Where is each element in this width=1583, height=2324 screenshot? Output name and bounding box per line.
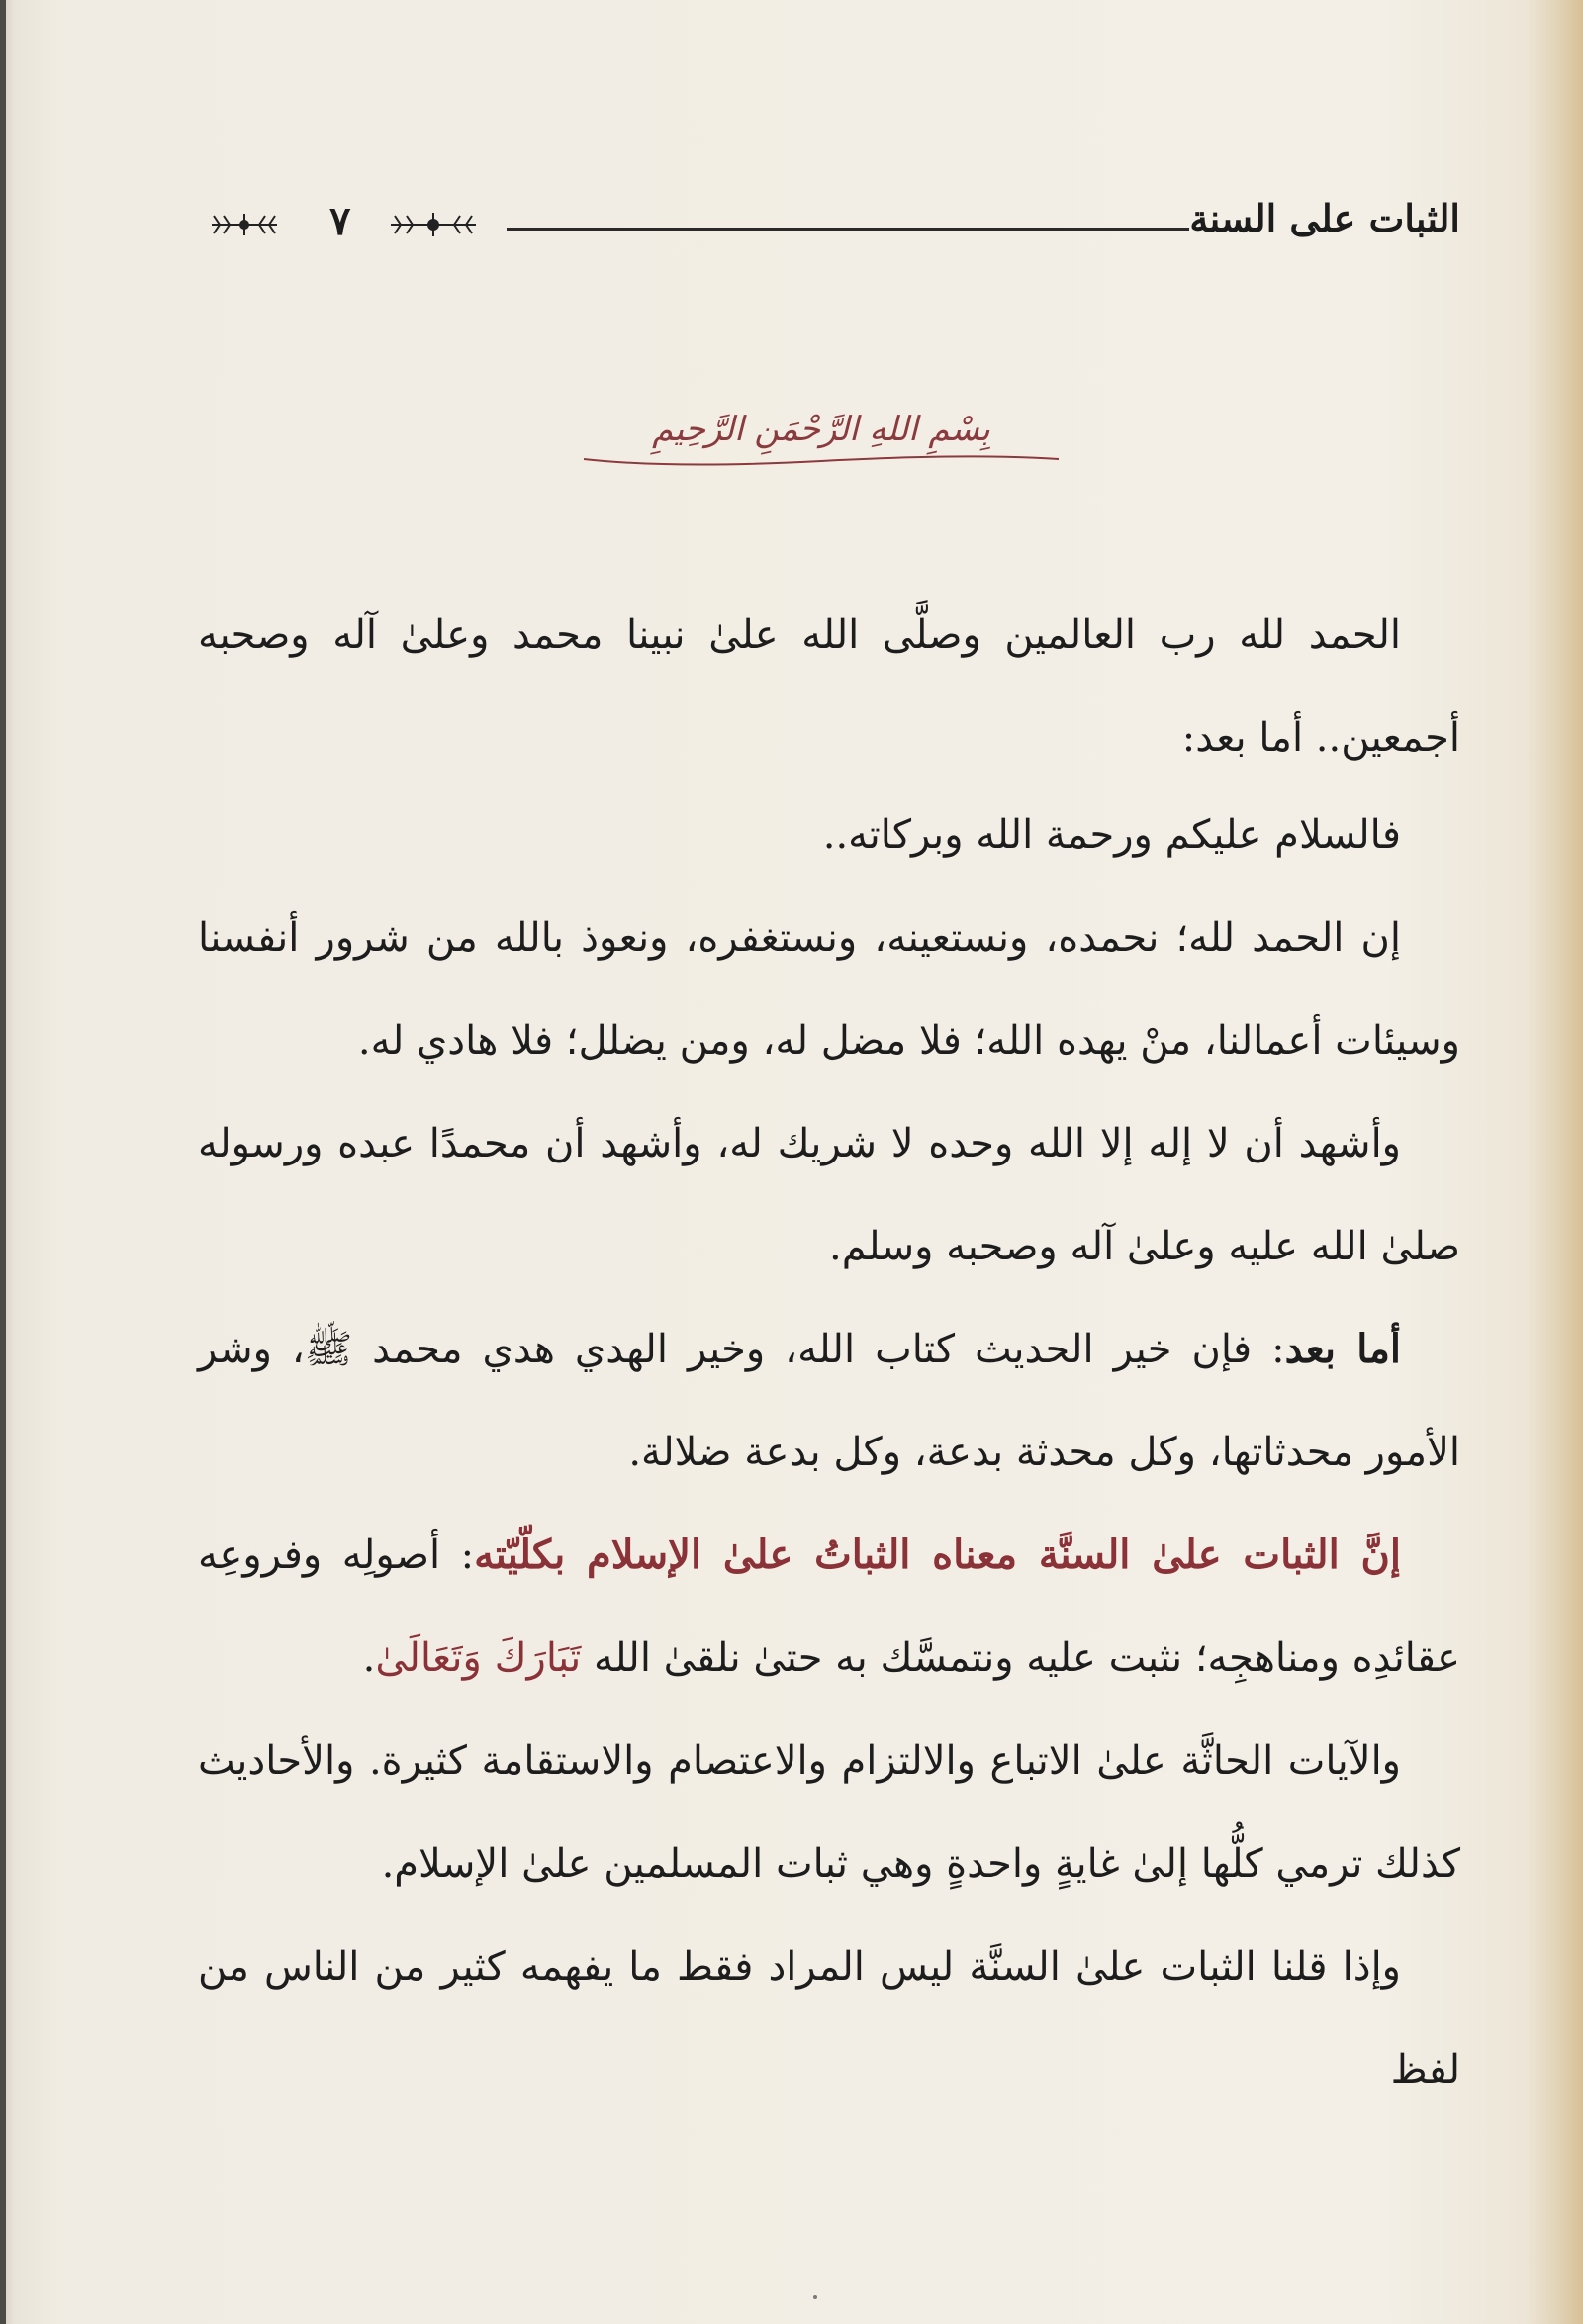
paragraph-hamd: إن الحمد لله؛ نحمده، ونستعينه، ونستغفره، ونعوذ بالله من شرور أنفسنا وسيئات أعمالنا، منْ يهده الله؛ فلا مضل له، ومن يضلل؛ فلا هادي له. — [198, 915, 1460, 1064]
thabat-definition-end: . — [362, 1635, 376, 1681]
running-title: الثبات على السنة — [1189, 196, 1460, 240]
paragraph-ayat: والآيات الحاثَّة علىٰ الاتباع والالتزام والاعتصام والاستقامة كثيرة. والأحاديث كذلك ترمي كلُّها إلىٰ غايةٍ واحدةٍ وهي ثبات المسلمين علىٰ الإسلام. — [198, 1738, 1460, 1887]
paragraph-amma-baad — [198, 1298, 1460, 1504]
amma-baad-label: أما بعد — [1284, 1326, 1401, 1372]
ornament-mid-icon — [389, 210, 478, 239]
print-speck — [813, 2295, 817, 2299]
header-rule — [507, 228, 1189, 231]
amma-baad-text: : فإن خير الحديث كتاب الله، وخير الهدي هدي محمد ﷺ، وشر الأمور محدثاتها، وكل محدثة بدعة، وكل بدعة ضلالة. — [198, 1327, 1460, 1475]
thabat-definition-text: : أصولِه وفروعِه عقائدِه ومناهجِه؛ نثبت عليه ونتمسَّك به حتىٰ نلقىٰ الله — [198, 1533, 1460, 1681]
tabarak-phrase: تَبَارَكَ وَتَعَالَىٰ — [375, 1635, 582, 1681]
body-text — [198, 584, 1460, 2121]
paragraph-idha-qulna: وإذا قلنا الثبات علىٰ السنَّة ليس المراد فقط ما يفهمه كثير من الناس من لفظ — [198, 1944, 1460, 2092]
paragraph-opening: الحمد لله رب العالمين وصلَّى الله علىٰ نبينا محمد وعلىٰ آله وصحبه أجمعين.. أما بعد: — [198, 612, 1460, 761]
basmala-text: بِسْمِ اللهِ الرَّحْمَنِ الرَّحِيمِ — [652, 410, 990, 449]
page-header — [198, 196, 1464, 255]
paragraph-thabat-definition — [198, 1504, 1460, 1710]
basmala-flourish-icon — [554, 443, 1088, 473]
paragraph-salam: فالسلام عليكم ورحمة الله وبركاته.. — [822, 812, 1401, 858]
page-number: ٧ — [329, 198, 351, 244]
ornament-left-icon — [210, 210, 279, 239]
thabat-definition-heading: إنَّ الثبات علىٰ السنَّة معناه الثباتُ علىٰ الإسلام بكلّيّته — [474, 1532, 1401, 1578]
page-edge-shadow — [0, 0, 6, 2324]
paragraph-shahada: وأشهد أن لا إله إلا الله وحده لا شريك له، وأشهد أن محمدًا عبده ورسوله صلىٰ الله عليه وعلىٰ آله وصحبه وسلم. — [198, 1121, 1460, 1269]
basmala — [554, 410, 1088, 479]
